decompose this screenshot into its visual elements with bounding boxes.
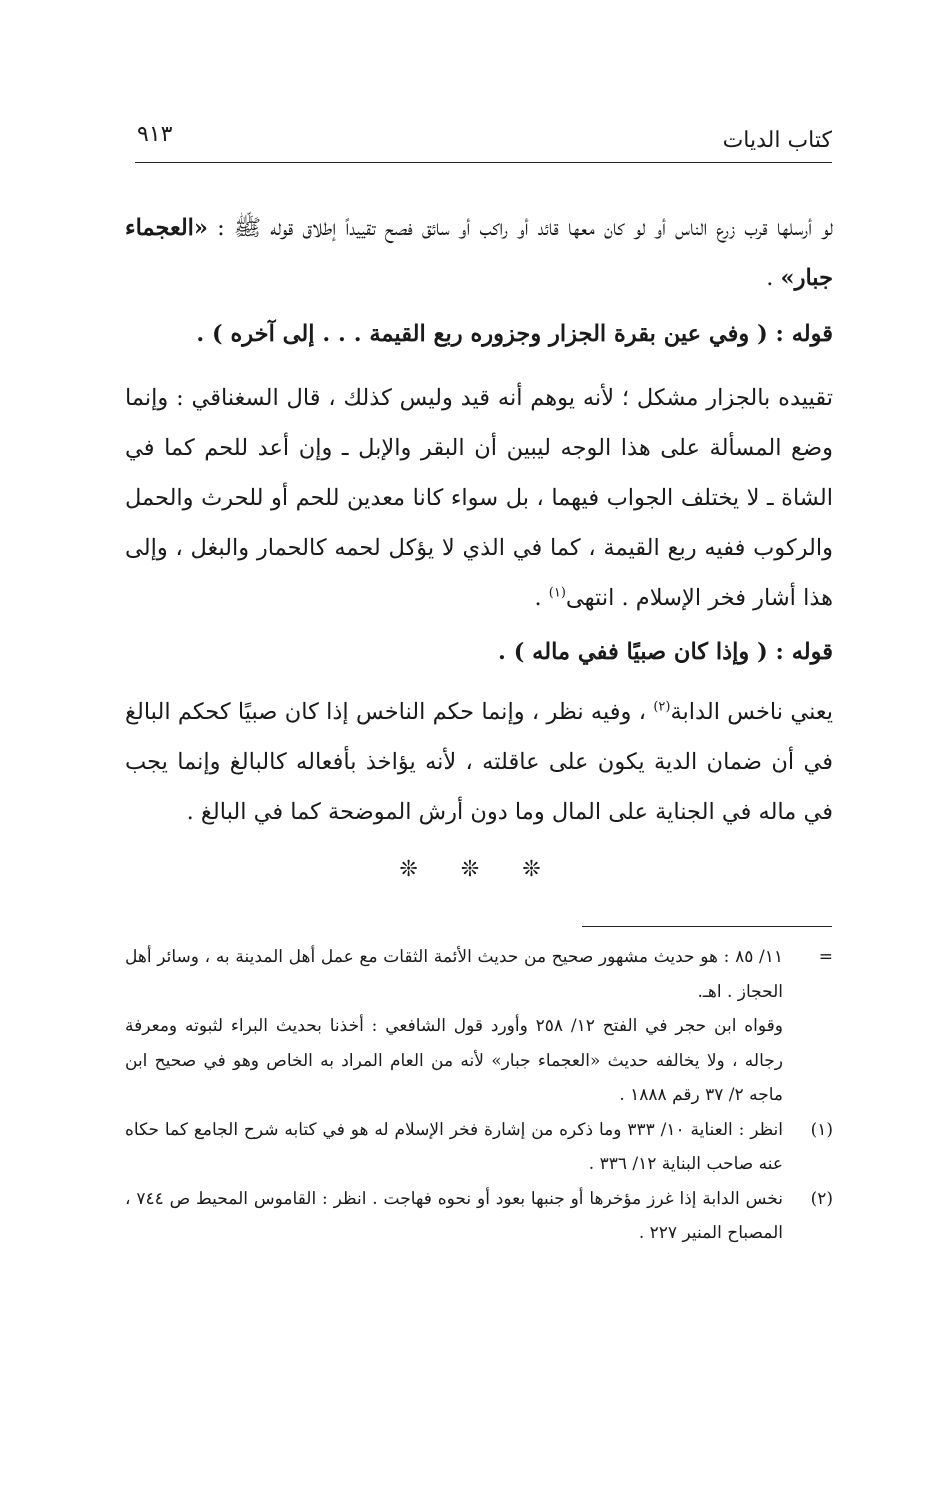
section-separator: ❊ ❊ ❊: [399, 857, 559, 882]
footnotes: [125, 940, 833, 1251]
paragraph: لو أرسلها قرب زرع الناس أو لو كان معها قائد أو راكب أو سائق فصح تقييداً إطلاق قوله ﷺ : «العجماء جبار» .: [125, 215, 833, 291]
paragraph: تقييده بالجزار مشكل ؛ لأنه يوهم أنه قيد وليس كذلك ، قال السغناقي : وإنما وضع المسألة على هذا الوجه ليبين أن البقر والإبل ـ وإن أعد للحم كما في الشاة ـ لا يختلف الجواب فيهما ، بل سواء كانا معدين للحم أو للحرث والحمل والركوب ففيه ربع القيمة ، كما في الذي لا يؤكل لحمه كالحمار والبغل ، وإلى هذا أشار فخر الإسلام . انتهى$^{(١)}$ .: [125, 385, 833, 611]
footnote-continuation: = ١١/ ٨٥ : هو حديث مشهور صحيح من حديث الأئمة الثقات مع عمل أهل المدينة به ، وسائر أهل الحجاز . اهـ.: [125, 940, 833, 1009]
footnote-2: (٢) نخس الدابة إذا غرز مؤخرها أو جنبها بعود أو نحوه فهاجت . انظر : القاموس المحيط ص ٧٤٤ ، المصباح المنير ٢٢٧ .: [125, 1182, 833, 1251]
footnote-number: (١): [810, 1119, 833, 1140]
footnote-continuation-extra: وقواه ابن حجر في الفتح ١٢/ ٢٥٨ وأورد قول الشافعي : أخذنا بحديث البراء لثبوته ومعرفة رجاله ، ولا يخالفه حديث «العجماء جبار» لأنه من العام المراد به الخاص وهو في صحيح ابن ماجه ٢/ ٣٧ رقم ١٨٨٨ .: [125, 1016, 783, 1105]
running-header: [135, 120, 832, 158]
footnote-ref: (٢): [653, 699, 671, 715]
footnote-number: (٢): [810, 1188, 833, 1209]
footnote-1: (١) انظر : العناية ١٠/ ٣٣٣ وما ذكره من إشارة فخر الإسلام له هو في كتابه شرح الجامع كما حكاه عنه صاحب البناية ١٢/ ٣٣٦ .: [125, 1113, 833, 1182]
header-divider: [135, 162, 832, 163]
footnote-ref: (١): [548, 585, 566, 601]
paragraph: يعني ناخس الدابة$^{(٢)}$ ، وفيه نظر ، وإنما حكم الناخس إذا كان صبيًا كحكم البالغ في أن ضمان الدية يكون على عاقلته ، لأنه يؤاخذ بأفعاله كالبالغ وإنما يجب في ماله في الجناية على المال وما دون أرش الموضحة كما في البالغ .: [125, 699, 833, 825]
hadith-quote: «العجماء جبار»: [125, 215, 833, 291]
main-text: [125, 203, 833, 895]
footnote-divider: [582, 926, 832, 927]
qawl-heading: قوله : ( وإذا كان صبيًا ففي ماله ) .: [498, 639, 833, 665]
qawl-heading: قوله : ( وفي عين بقرة الجزار وجزوره ربع القيمة . . . إلى آخره ) .: [196, 321, 833, 347]
continuation-marker: =: [818, 947, 833, 967]
chapter-title: كتاب الديات: [722, 128, 832, 153]
page-number: ٩١٣: [137, 122, 173, 147]
